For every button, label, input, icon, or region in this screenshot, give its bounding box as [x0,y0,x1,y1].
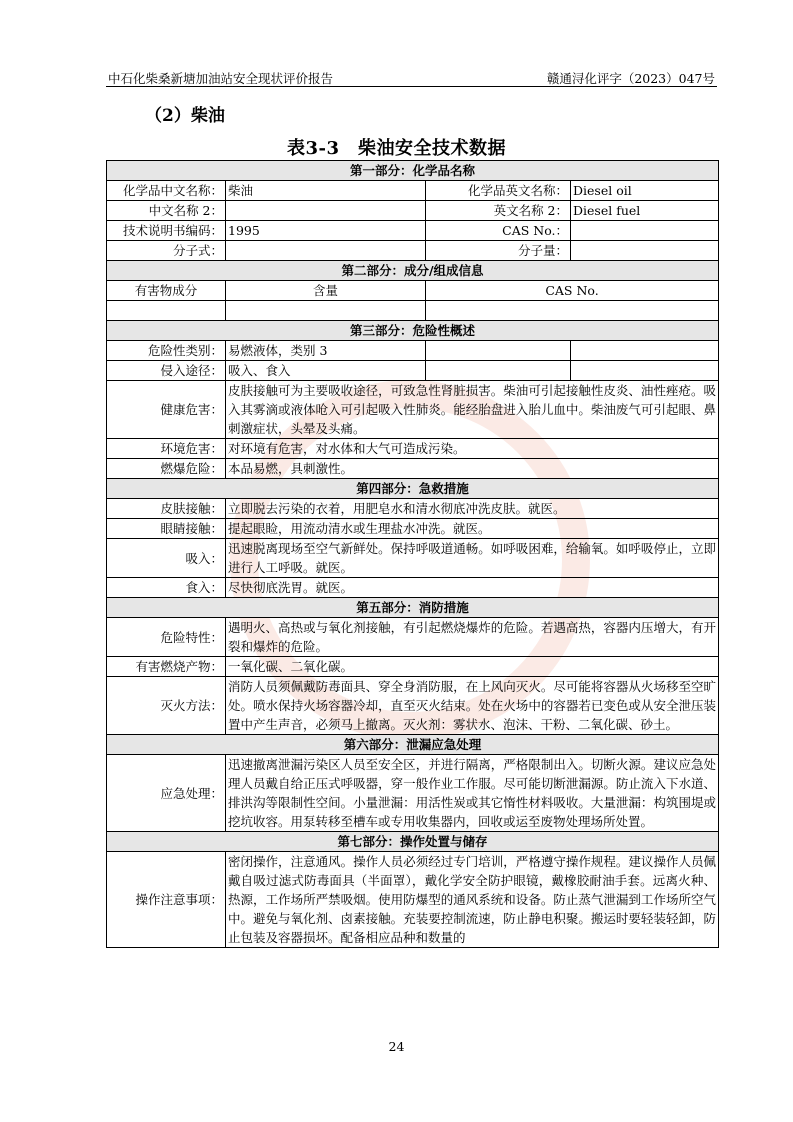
extinguish-value: 消防人员须佩戴防毒面具、穿全身消防服，在上风向灭火。尽可能将容器从火场移至空旷处。喷水保持火场容器冷却，直至灭火结束。处在火场中的容器若已变色或从安全泄压装置中产生声音，必须马上撤离。灭火剂：雾状水、泡沫、干粉、二氧化碳、砂土。 [226,677,719,735]
composition-header-content: 含量 [226,281,426,301]
mw-value [571,241,719,261]
section-7-title: 第七部分：操作处置与储存 [107,832,719,852]
section-1-title: 第一部分：化学品名称 [107,161,719,181]
health-label: 健康危害： [107,381,226,439]
combustion-value: 一氧化碳、二氧化碳。 [226,657,719,677]
hazard-class-value: 易燃液体，类别 3 [226,341,426,361]
table-caption: 表3-3 柴油安全技术数据 [286,138,507,159]
cn-name-label: 化学品中文名称： [107,181,226,201]
route-value: 吸入、食入 [226,361,426,381]
hazard-empty-cell [426,341,571,361]
safety-data-table [106,160,719,948]
route-empty-cell [426,361,571,381]
fire-hazard-label: 危险特性： [107,618,226,657]
header-report-title: 中石化柴桑新塘加油站安全现状评价报告 [108,71,334,86]
tech-code-label: 技术说明书编码： [107,221,226,241]
combustion-label: 有害燃烧产物： [107,657,226,677]
composition-empty-cell [107,301,226,321]
operation-label: 操作注意事项： [107,852,226,948]
tech-code-value: 1995 [226,221,426,241]
page-number: 24 [388,1039,405,1054]
composition-header-component: 有害物成分 [107,281,226,301]
composition-empty-cell [226,301,426,321]
hazard-class-label: 危险性类别： [107,341,226,361]
env-label: 环境危害： [107,439,226,459]
fire-hazard-value: 遇明火、高热或与氧化剂接触，有引起燃烧爆炸的危险。若遇高热，容器内压增大，有开裂和爆炸的危险。 [226,618,719,657]
env-value: 对环境有危害，对水体和大气可造成污染。 [226,439,719,459]
header-report-number: 赣通浔化评字（2023）047号 [546,71,715,86]
cas-value [571,221,719,241]
route-label: 侵入途径： [107,361,226,381]
cn-name2-value [226,201,426,221]
ingest-value: 尽快彻底洗胃。就医。 [226,578,719,598]
inhale-label: 吸入： [107,539,226,578]
fire-label: 燃爆危险： [107,459,226,479]
eye-value: 提起眼睑，用流动清水或生理盐水冲洗。就医。 [226,519,719,539]
skin-label: 皮肤接触： [107,499,226,519]
section-6-title: 第六部分：泄漏应急处理 [107,735,719,755]
inhale-value: 迅速脱离现场至空气新鲜处。保持呼吸道通畅。如呼吸困难，给输氧。如呼吸停止，立即进行人工呼吸。就医。 [226,539,719,578]
en-name-value: Diesel oil [571,181,719,201]
page-header [106,66,717,87]
en-name2-label: 英文名称 2： [426,201,571,221]
eye-label: 眼睛接触： [107,519,226,539]
cas-label: CAS No.： [426,221,571,241]
formula-label: 分子式： [107,241,226,261]
section-heading: （2）柴油 [145,106,225,126]
section-4-title: 第四部分：急救措施 [107,479,719,499]
composition-empty-cell [426,301,719,321]
section-3-title: 第三部分：危险性概述 [107,321,719,341]
emergency-value: 迅速撤离泄漏污染区人员至安全区，并进行隔离，严格限制出入。切断火源。建议应急处理人员戴自给正压式呼吸器，穿一般作业工作服。尽可能切断泄漏源。防止流入下水道、排洪沟等限制性空间。小量泄漏：用活性炭或其它惰性材料吸收。大量泄漏：构筑围堤或挖坑收容。用泵转移至槽车或专用收集器内，回收或运至废物处理场所处置。 [226,755,719,832]
fire-value: 本品易燃，具刺激性。 [226,459,719,479]
cn-name2-label: 中文名称 2： [107,201,226,221]
route-empty-cell [571,361,719,381]
en-name2-value: Diesel fuel [571,201,719,221]
hazard-empty-cell [571,341,719,361]
emergency-label: 应急处理： [107,755,226,832]
section-5-title: 第五部分：消防措施 [107,598,719,618]
en-name-label: 化学品英文名称： [426,181,571,201]
extinguish-label: 灭火方法： [107,677,226,735]
skin-value: 立即脱去污染的衣着，用肥皂水和清水彻底冲洗皮肤。就医。 [226,499,719,519]
operation-value: 密闭操作，注意通风。操作人员必须经过专门培训，严格遵守操作规程。建议操作人员佩戴自吸过滤式防毒面具（半面罩），戴化学安全防护眼镜，戴橡胶耐油手套。远离火种、热源，工作场所严禁吸烟。使用防爆型的通风系统和设备。防止蒸气泄漏到工作场所空气中。避免与氧化剂、卤素接触。充装要控制流速，防止静电积聚。搬运时要轻装轻卸，防止包装及容器损坏。配备相应品种和数量的 [226,852,719,948]
ingest-label: 食入： [107,578,226,598]
cn-name-value: 柴油 [226,181,426,201]
section-2-title: 第二部分：成分/组成信息 [107,261,719,281]
composition-header-cas: CAS No. [426,281,719,301]
health-value: 皮肤接触可为主要吸收途径，可致急性肾脏损害。柴油可引起接触性皮炎、油性痤疮。吸入其雾滴或液体呛入可引起吸入性肺炎。能经胎盘进入胎儿血中。柴油废气可引起眼、鼻刺激症状，头晕及头痛。 [226,381,719,439]
mw-label: 分子量： [426,241,571,261]
formula-value [226,241,426,261]
